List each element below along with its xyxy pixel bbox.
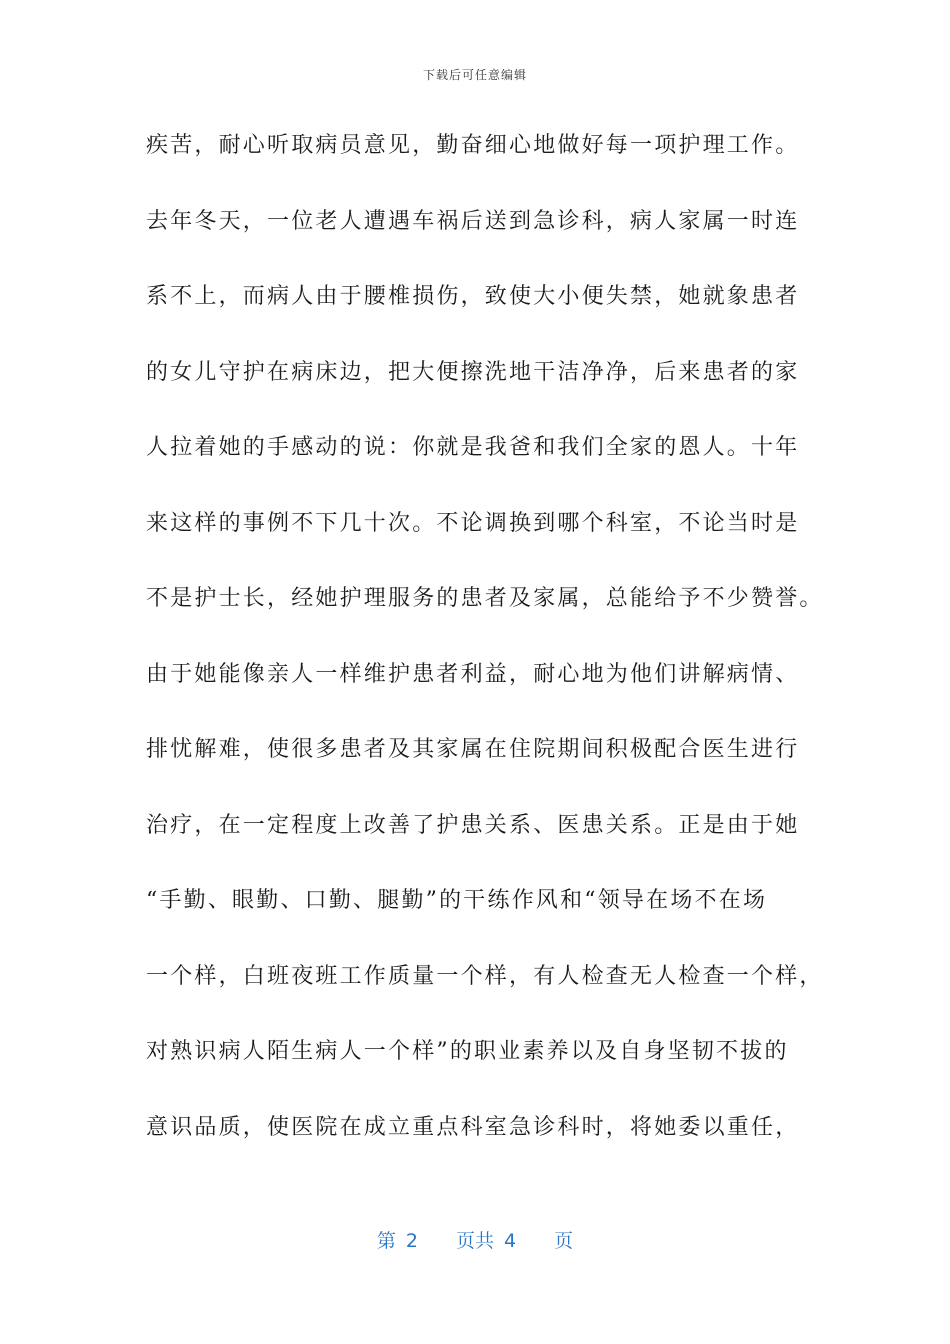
current-page-number: 2 bbox=[405, 1230, 418, 1252]
footer-middle: 页共 bbox=[455, 1230, 494, 1252]
text-line: 的女儿守护在病床边，把大便擦洗地干洁净净，后来患者的家 bbox=[146, 359, 800, 385]
text-line: “手勤、眼勤、口勤、腿勤”的干练作风和“领导在场不在场 bbox=[146, 888, 768, 913]
document-body bbox=[146, 124, 826, 1181]
text-line: 人拉着她的手感动的说：你就是我爸和我们全家的恩人。十年 bbox=[146, 435, 800, 460]
text-line: 去年冬天，一位老人遭遇车祸后送到急诊科，病人家属一时连 bbox=[146, 208, 800, 234]
text-line: 疾苦，耐心听取病员意见，勤奋细心地做好每一项护理工作。 bbox=[146, 133, 800, 158]
text-line: 系不上，而病人由于腰椎损伤，致使大小便失禁，她就象患者 bbox=[146, 284, 800, 309]
text-line: 一个样，白班夜班工作质量一个样，有人检查无人检查一个样， bbox=[146, 963, 824, 989]
text-line: 排忧解难，使很多患者及其家属在住院期间积极配合医生进行 bbox=[146, 737, 800, 762]
text-line: 对熟识病人陌生病人一个样”的职业素养以及自身坚韧不拔的 bbox=[146, 1039, 789, 1064]
text-line: 意识品质，使医院在成立重点科室急诊科时，将她委以重任， bbox=[146, 1114, 800, 1140]
text-line: 由于她能像亲人一样维护患者利益，耐心地为他们讲解病情、 bbox=[146, 661, 800, 687]
text-line: 来这样的事例不下几十次。不论调换到哪个科室，不论当时是 bbox=[146, 510, 800, 536]
footer-prefix: 第 bbox=[376, 1230, 396, 1252]
page-header: 下载后可任意编辑 bbox=[422, 68, 527, 82]
text-line: 不是护士长，经她护理服务的患者及家属，总能给予不少赞誉。 bbox=[146, 586, 824, 611]
page-number-footer bbox=[0, 1226, 950, 1253]
footer-suffix: 页 bbox=[554, 1230, 574, 1252]
total-pages-number: 4 bbox=[504, 1230, 517, 1252]
text-line: 治疗，在一定程度上改善了护患关系、医患关系。正是由于她 bbox=[146, 812, 800, 838]
